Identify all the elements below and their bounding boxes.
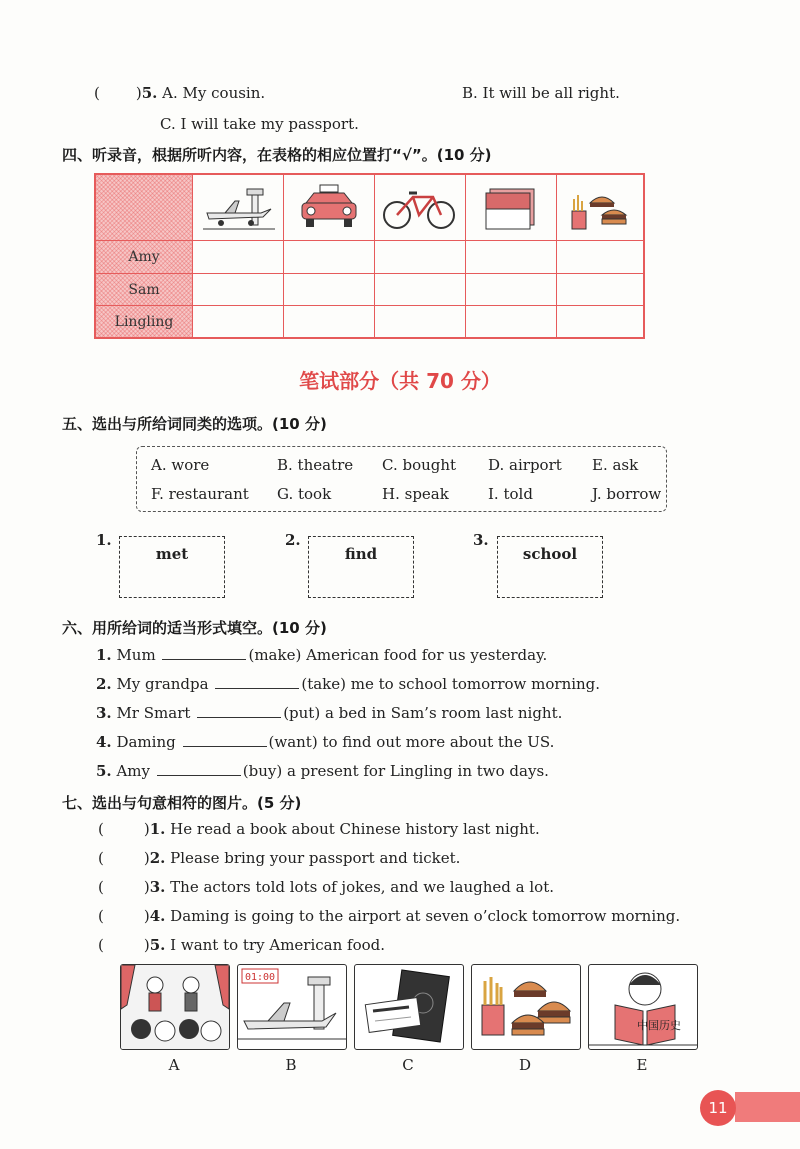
blank-1[interactable] — [162, 658, 246, 660]
clock-text: 01:00 — [244, 972, 276, 983]
answer-box-school[interactable]: school — [497, 536, 603, 598]
option-speak: H. speak — [382, 485, 449, 503]
option-theatre: B. theatre — [277, 456, 354, 474]
option-ask: E. ask — [592, 456, 639, 474]
picture-b-airport — [237, 964, 347, 1050]
blank-4[interactable] — [183, 745, 267, 747]
option-c: C. I will take my passport. — [160, 115, 359, 133]
row-label-sam: Sam — [128, 282, 160, 298]
blank-5[interactable] — [157, 774, 241, 776]
section6-heading: 六、用所给词的适当形式填空。(10 分) — [62, 619, 327, 637]
blank-2[interactable] — [215, 687, 299, 689]
picture-letter-c: C — [402, 1056, 414, 1074]
picture-letter-b: B — [285, 1056, 297, 1074]
picture-e-reading — [588, 964, 698, 1050]
option-b: B. It will be all right. — [462, 84, 620, 102]
picture-letter-e: E — [636, 1056, 648, 1074]
fast-food-icon — [472, 965, 580, 1049]
fill-item-2: 2. My grandpa (take) me to school tomorrow morning. — [96, 675, 601, 693]
box-number-2: 2. — [285, 531, 301, 549]
airplane-airport-icon — [201, 181, 277, 235]
section4-heading: 四、听录音，根据所听内容，在表格的相应位置打“√”。(10 分) — [62, 146, 492, 164]
answer-box-find[interactable]: find — [308, 536, 414, 598]
option-restaurant: F. restaurant — [151, 485, 249, 503]
listening-q5: ( )5. A. My cousin. — [94, 84, 266, 102]
match-item-4: ( )4. Daming is going to the airport at seven o’clock tomorrow morning. — [98, 907, 681, 925]
page-number-bar — [735, 1092, 800, 1122]
option-borrow: J. borrow — [592, 485, 662, 503]
blank-3[interactable] — [197, 716, 281, 718]
fill-item-3: 3. Mr Smart (put) a bed in Sam’s room last night. — [96, 704, 563, 722]
picture-letter-a: A — [168, 1056, 180, 1074]
section7-heading: 七、选出与句意相符的图片。(5 分) — [62, 794, 302, 812]
picture-c-passport — [354, 964, 464, 1050]
theatre-audience-icon — [121, 965, 229, 1049]
boy-reading-history-icon — [589, 965, 697, 1049]
fast-food-icon — [566, 181, 636, 235]
option-took: G. took — [277, 485, 332, 503]
fill-item-1: 1. Mum (make) American food for us yesterday. — [96, 646, 548, 664]
word-options-box — [136, 446, 667, 512]
option-wore: A. wore — [151, 456, 210, 474]
picture-letter-d: D — [518, 1056, 532, 1074]
row-label-lingling: Lingling — [114, 314, 174, 330]
section5-heading: 五、选出与所给词同类的选项。(10 分) — [62, 415, 327, 433]
listening-table — [94, 173, 645, 339]
match-item-1: ( )1. He read a book about Chinese history last night. — [98, 820, 540, 838]
airport-clock-icon — [238, 965, 346, 1049]
taxi-icon — [296, 181, 362, 235]
picture-a-theatre — [120, 964, 230, 1050]
fill-item-4: 4. Daming (want) to find out more about the US. — [96, 733, 555, 751]
book-cover-text: 中国历史 — [637, 1019, 681, 1032]
page-number: 11 — [700, 1090, 736, 1126]
fill-item-5: 5. Amy (buy) a present for Lingling in two days. — [96, 762, 549, 780]
row-label-amy: Amy — [128, 249, 160, 265]
option-told: I. told — [488, 485, 533, 503]
option-airport: D. airport — [488, 456, 562, 474]
match-item-2: ( )2. Please bring your passport and ticket. — [98, 849, 461, 867]
match-item-5: ( )5. I want to try American food. — [98, 936, 386, 954]
option-bought: C. bought — [382, 456, 457, 474]
option-a: A. My cousin. — [162, 84, 266, 102]
bicycle-icon — [381, 183, 457, 233]
passport-ticket-icon — [355, 965, 463, 1049]
box-number-3: 3. — [473, 531, 489, 549]
picture-d-food — [471, 964, 581, 1050]
answer-box-met[interactable]: met — [119, 536, 225, 598]
match-item-3: ( )3. The actors told lots of jokes, and we laughed a lot. — [98, 878, 555, 896]
written-part-title: 笔试部分（共 70 分） — [299, 369, 501, 393]
box-number-1: 1. — [96, 531, 112, 549]
book-icon — [476, 181, 546, 235]
